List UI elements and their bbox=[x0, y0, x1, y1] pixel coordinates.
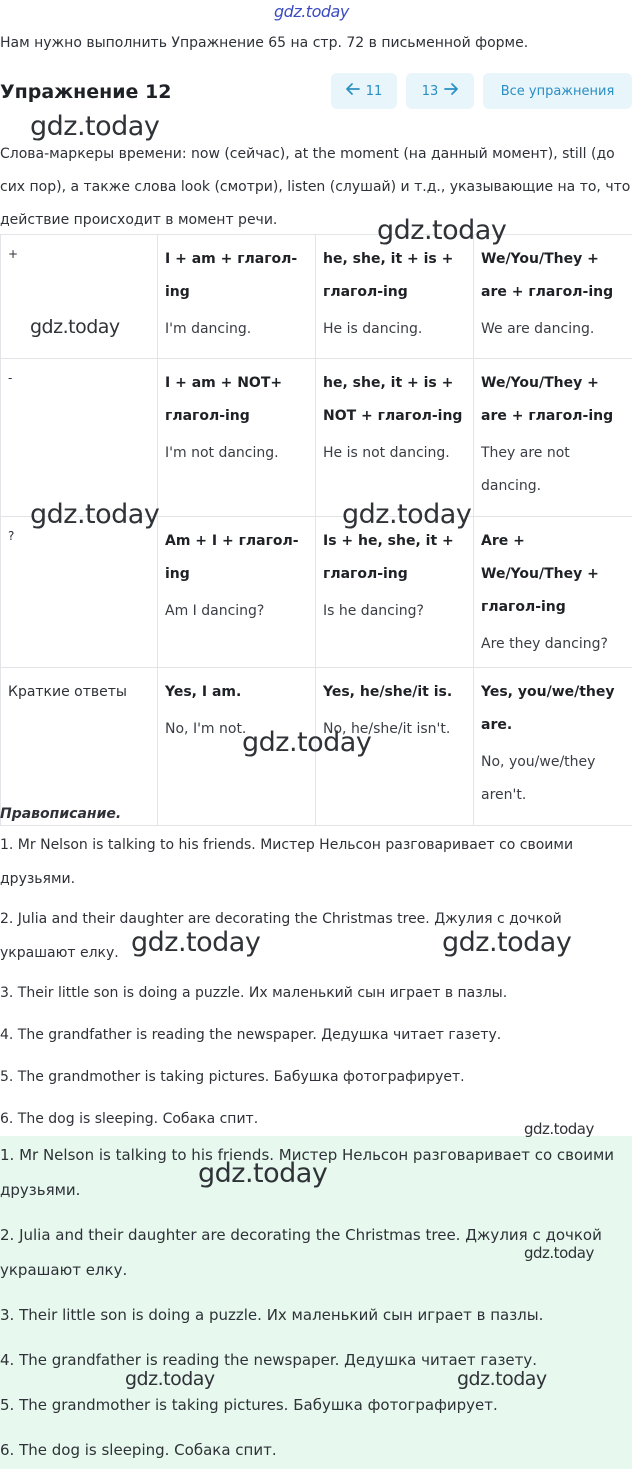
grammar-table bbox=[0, 234, 632, 826]
list-item: 4. The grandfather is reading the newspaper. Дедушка читает газету. bbox=[0, 1351, 538, 1369]
table-cell bbox=[474, 668, 632, 826]
row-symbol: - bbox=[8, 371, 13, 385]
watermark: gdz.today bbox=[30, 499, 160, 530]
short-answer-yes: Yes, you/we/they are. bbox=[481, 684, 615, 733]
list-item: 3. Their little son is doing a puzzle. Их маленький сын играет в пазлы. bbox=[0, 1306, 544, 1324]
table-cell bbox=[474, 517, 632, 668]
watermark: gdz.today bbox=[125, 1368, 215, 1390]
prev-exercise-label: 11 bbox=[365, 83, 383, 99]
example-text: He is not dancing. bbox=[323, 445, 450, 461]
watermark: gdz.today bbox=[242, 727, 372, 758]
formula-text: Is + he, she, it + глагол-ing bbox=[323, 533, 454, 582]
table-cell bbox=[474, 235, 632, 359]
watermark: gdz.today bbox=[442, 927, 572, 958]
table-cell bbox=[1, 359, 158, 517]
formula-text: I + am + глагол-ing bbox=[165, 251, 298, 300]
next-exercise-button[interactable] bbox=[406, 73, 474, 109]
watermark: gdz.today bbox=[342, 499, 472, 530]
example-text: Are they dancing? bbox=[481, 636, 608, 652]
formula-text: Am + I + глагол-ing bbox=[165, 533, 299, 582]
short-answer-no: No, I'm not. bbox=[165, 721, 247, 737]
formula-text: I + am + NOT+ глагол-ing bbox=[165, 375, 283, 424]
list-item: 5. The grandmother is taking pictures. Бабушка фотографирует. bbox=[0, 1069, 465, 1085]
watermark: gdz.today bbox=[524, 1244, 594, 1262]
table-row bbox=[1, 668, 632, 826]
watermark: gdz.today bbox=[30, 111, 160, 142]
next-exercise-label: 13 bbox=[421, 83, 439, 99]
table-cell bbox=[474, 359, 632, 517]
table-cell bbox=[316, 235, 474, 359]
watermark: gdz.today bbox=[524, 1120, 594, 1138]
answer-list bbox=[0, 1138, 632, 1468]
short-answer-no: No, he/she/it isn't. bbox=[323, 721, 451, 737]
time-markers-text: Слова-маркеры времени: now (сейчас), at the moment (на данный момент), still (до сих пор), а также слова look (смотри), listen (слушай) и т.д., указывающие на то, что действие происходит в момент речи. bbox=[0, 146, 631, 228]
example-text: He is dancing. bbox=[323, 321, 423, 337]
formula-text: Are + We/You/They + глагол-ing bbox=[481, 533, 599, 615]
table-row bbox=[1, 235, 632, 359]
list-item: 2. Julia and their daughter are decorating the Christmas tree. Джулия с дочкой украшают елку. bbox=[0, 911, 562, 961]
example-text: We are dancing. bbox=[481, 321, 595, 337]
watermark: gdz.today bbox=[30, 316, 120, 338]
formula-text: he, she, it + is + NOT + глагол-ing bbox=[323, 375, 463, 424]
prev-exercise-button[interactable] bbox=[331, 73, 397, 109]
row-symbol: ? bbox=[8, 529, 15, 543]
list-item: 4. The grandfather is reading the newspaper. Дедушка читает газету. bbox=[0, 1027, 502, 1043]
example-text: I'm dancing. bbox=[165, 321, 252, 337]
arrow-left-icon bbox=[346, 83, 360, 99]
list-item: 1. Mr Nelson is talking to his friends. Мистер Нельсон разговаривает со своими друзьями. bbox=[0, 1146, 615, 1199]
spelling-heading: Правописание. bbox=[0, 806, 122, 822]
example-text: They are not dancing. bbox=[481, 445, 570, 494]
list-item: 6. The dog is sleeping. Собака спит. bbox=[0, 1441, 277, 1459]
formula-text: We/You/They + are + глагол-ing bbox=[481, 251, 614, 300]
short-answer-no: No, you/we/they aren't. bbox=[481, 754, 596, 803]
list-item: 2. Julia and their daughter are decorating the Christmas tree. Джулия с дочкой украшают елку. bbox=[0, 1226, 602, 1279]
site-logo[interactable]: gdz.today bbox=[274, 2, 349, 21]
example-text: Is he dancing? bbox=[323, 603, 424, 619]
arrow-right-icon bbox=[444, 83, 458, 99]
list-item: 1. Mr Nelson is talking to his friends. Мистер Нельсон разговаривает со своими друзьями. bbox=[0, 837, 574, 887]
row-label: Краткие ответы bbox=[8, 684, 127, 700]
short-answer-yes: Yes, he/she/it is. bbox=[323, 684, 453, 700]
watermark: gdz.today bbox=[131, 927, 261, 958]
intro-text: Нам нужно выполнить Упражнение 65 на стр. 72 в письменной форме. bbox=[0, 35, 529, 51]
exercise-title: Упражнение 12 bbox=[0, 81, 172, 103]
table-row bbox=[1, 517, 632, 668]
table-cell bbox=[158, 359, 316, 517]
example-text: Am I dancing? bbox=[165, 603, 265, 619]
table-cell bbox=[316, 359, 474, 517]
table-cell bbox=[1, 668, 158, 826]
table-cell bbox=[316, 517, 474, 668]
sentence-list bbox=[0, 828, 632, 1136]
all-exercises-label: Все упражнения bbox=[500, 83, 615, 99]
table-cell bbox=[158, 668, 316, 826]
example-text: I'm not dancing. bbox=[165, 445, 279, 461]
table-cell bbox=[158, 517, 316, 668]
table-cell bbox=[1, 235, 158, 359]
table-row bbox=[1, 359, 632, 517]
list-item: 3. Their little son is doing a puzzle. Их маленький сын играет в пазлы. bbox=[0, 985, 508, 1001]
table-cell bbox=[1, 517, 158, 668]
watermark: gdz.today bbox=[377, 215, 507, 246]
list-item: 6. The dog is sleeping. Собака спит. bbox=[0, 1111, 259, 1127]
watermark: gdz.today bbox=[198, 1158, 328, 1189]
short-answer-yes: Yes, I am. bbox=[165, 684, 242, 700]
all-exercises-button[interactable] bbox=[483, 73, 632, 109]
table-cell bbox=[158, 235, 316, 359]
list-item: 5. The grandmother is taking pictures. Бабушка фотографирует. bbox=[0, 1396, 498, 1414]
row-symbol: + bbox=[8, 247, 19, 261]
table-cell bbox=[316, 668, 474, 826]
formula-text: he, she, it + is + глагол-ing bbox=[323, 251, 454, 300]
watermark: gdz.today bbox=[457, 1368, 547, 1390]
formula-text: We/You/They + are + глагол-ing bbox=[481, 375, 614, 424]
